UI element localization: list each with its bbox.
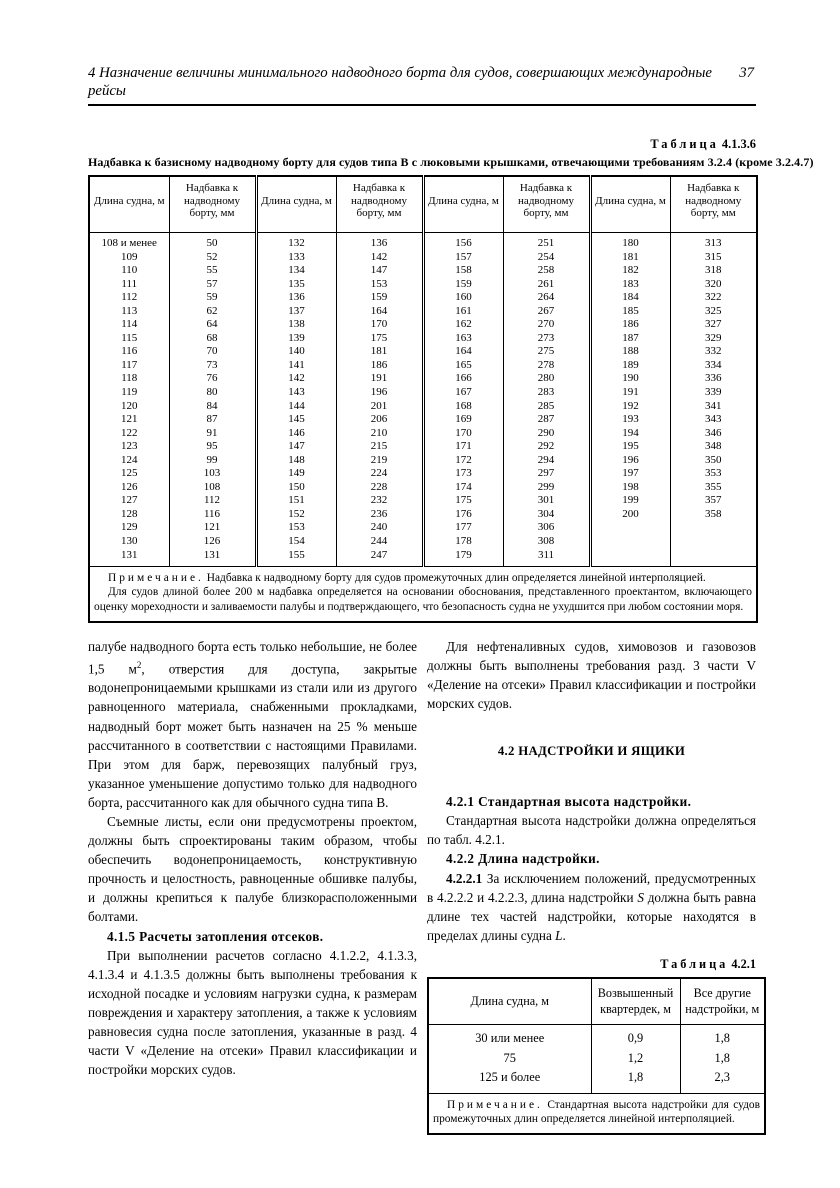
col-header-length: Длина судна, м <box>256 176 336 233</box>
table-row <box>89 359 757 373</box>
table-cell: 197 <box>590 467 670 481</box>
table-row <box>89 332 757 346</box>
table-row <box>89 427 757 441</box>
table-cell: 62 <box>169 305 256 319</box>
header-row <box>428 978 765 1025</box>
table-cell: 350 <box>670 454 757 468</box>
table-cell: 194 <box>590 427 670 441</box>
table-cell: 196 <box>336 386 423 400</box>
table-cell: 64 <box>169 318 256 332</box>
p1-text-cont: , отверстия для доступа, закрытые водонепроницаемыми крышками из стали или из другого равноценного материала, снабженными прокладками, надводный борт может быть назначен на 25 % меньше рассчитанного в соответствии с настоящими Правилами. При этом для барж, перевозящих палубный груз, указанное уменьшение допустимо только для надводного борта, рассчитанного как для обычного судна типа В. <box>88 661 417 810</box>
table-cell: 174 <box>423 481 503 495</box>
table-cell: 124 <box>89 454 169 468</box>
col-header-addition: Надбавка к надводному борту, мм <box>670 176 757 233</box>
table-cell: 189 <box>590 359 670 373</box>
table-cell: 70 <box>169 345 256 359</box>
table-cell: 153 <box>336 278 423 292</box>
table-cell: 170 <box>423 427 503 441</box>
variable-L: L <box>555 927 563 943</box>
table-cell: 280 <box>503 372 590 386</box>
table-cell: 152 <box>256 508 336 522</box>
table-cell: 353 <box>670 467 757 481</box>
table-cell: 181 <box>590 251 670 265</box>
table-cell: 308 <box>503 535 590 549</box>
superstructure-table-body <box>428 1025 765 1094</box>
table-cell: 144 <box>256 400 336 414</box>
table-cell: 68 <box>169 332 256 346</box>
table-cell: 161 <box>423 305 503 319</box>
table-cell: 131 <box>89 549 169 567</box>
table-cell: 332 <box>670 345 757 359</box>
table-cell: 162 <box>423 318 503 332</box>
table-cell: 163 <box>423 332 503 346</box>
heading-4-2-1: 4.2.1 Стандартная высота надстройки. <box>446 794 692 810</box>
table-cell <box>670 521 757 535</box>
paragraph-removable-plates: Съемные листы, если они предусмотрены проектом, должны быть спроектированы таким образом, чтобы обеспечить водонепроницаемость, конструктивную прочность и целостность, равноценные обшивке палубы, и должны крепиться к палубе близкорасположенными болтами. <box>88 813 417 925</box>
table-cell: 348 <box>670 440 757 454</box>
table-cell: 180 <box>590 233 670 251</box>
table-cell: 125 и более <box>428 1068 591 1093</box>
table-cell: 110 <box>89 264 169 278</box>
table-cell: 116 <box>169 508 256 522</box>
table1-caption-number: 4.1.3.6 <box>721 137 756 151</box>
table-cell: 136 <box>256 291 336 305</box>
p1-text: палубе надводного борта есть только небольшие, не более 1,5 м <box>88 638 417 677</box>
table-cell: 159 <box>336 291 423 305</box>
table-cell: 134 <box>256 264 336 278</box>
table-cell: 123 <box>89 440 169 454</box>
table-cell: 192 <box>590 400 670 414</box>
table-row <box>89 372 757 386</box>
table1-note-2: Для судов длиной более 200 м надбавка определяется на основании обоснования, представленного проектантом, включающего оценку мореходности и заливаемости палубы и подтверждающего, что безопасность судна не ухудшится при любом состоянии моря. <box>94 586 752 613</box>
running-head <box>88 64 756 106</box>
col-header-length: Длина судна, м <box>590 176 670 233</box>
superstructure-height-table <box>427 977 766 1135</box>
table-cell: 178 <box>423 535 503 549</box>
table-cell <box>590 535 670 549</box>
table-cell: 155 <box>256 549 336 567</box>
table1-note-1 <box>94 571 752 585</box>
left-column <box>88 637 417 1135</box>
table2-caption <box>427 955 756 974</box>
table-cell: 157 <box>423 251 503 265</box>
table-cell: 118 <box>89 372 169 386</box>
table-cell: 346 <box>670 427 757 441</box>
table-cell: 247 <box>336 549 423 567</box>
table-row <box>89 318 757 332</box>
table-row <box>89 508 757 522</box>
table-cell: 287 <box>503 413 590 427</box>
table-row <box>89 386 757 400</box>
table-cell: 325 <box>670 305 757 319</box>
table-cell: 1,8 <box>591 1068 680 1093</box>
table-cell: 130 <box>89 535 169 549</box>
table-cell: 320 <box>670 278 757 292</box>
running-head-title: 4 Назначение величины минимального надводного борта для судов, совершающих международные рейсы <box>88 65 712 99</box>
table-cell: 122 <box>89 427 169 441</box>
table-cell: 132 <box>256 233 336 251</box>
table-cell: 111 <box>89 278 169 292</box>
table-cell: 115 <box>89 332 169 346</box>
table-cell: 170 <box>336 318 423 332</box>
page-number: 37 <box>739 65 754 81</box>
table-cell: 153 <box>256 521 336 535</box>
table-cell: 251 <box>503 233 590 251</box>
table-cell: 154 <box>256 535 336 549</box>
table-cell: 169 <box>423 413 503 427</box>
clause-text-3: . <box>562 927 566 943</box>
table-row <box>89 345 757 359</box>
table1-caption <box>88 137 756 152</box>
table-row <box>89 278 757 292</box>
table-cell: 236 <box>336 508 423 522</box>
table-cell: 2,3 <box>680 1068 765 1093</box>
table-cell: 185 <box>590 305 670 319</box>
paragraph-tankers: Для нефтеналивных судов, химовозов и газовозов должны быть выполнены требования разд. 3 части V «Деление на отсеки» Правил классификации и постройки морских судов. <box>427 638 756 712</box>
table-row <box>89 413 757 427</box>
table2-note <box>433 1098 760 1127</box>
table-cell: 336 <box>670 372 757 386</box>
table-cell: 343 <box>670 413 757 427</box>
table-cell: 80 <box>169 386 256 400</box>
table-cell: 151 <box>256 494 336 508</box>
table-row <box>89 264 757 278</box>
table-cell: 244 <box>336 535 423 549</box>
table-cell: 112 <box>169 494 256 508</box>
table-cell: 301 <box>503 494 590 508</box>
table-row <box>89 467 757 481</box>
table-cell: 164 <box>336 305 423 319</box>
superscript-2: 2 <box>136 659 142 670</box>
superstructure-table-header <box>428 978 765 1025</box>
clause-text-2: должна быть равна длине тех частей надстройки, которые находятся в пределах длины судна <box>427 889 756 943</box>
table-cell: 198 <box>590 481 670 495</box>
table-cell: 182 <box>590 264 670 278</box>
col-header-addition: Надбавка к надводному борту, мм <box>503 176 590 233</box>
table-cell: 145 <box>256 413 336 427</box>
table-cell: 278 <box>503 359 590 373</box>
table-cell: 206 <box>336 413 423 427</box>
note-text: Стандартная высота надстройки для судов промежуточных длин определяется линейной интерполяцией. <box>433 1098 760 1126</box>
table-cell: 99 <box>169 454 256 468</box>
table-cell: 0,9 <box>591 1025 680 1049</box>
table-cell <box>670 549 757 567</box>
table2-caption-word: Таблица <box>660 956 729 971</box>
table-cell: 184 <box>590 291 670 305</box>
note-label: Примечание. <box>108 572 204 585</box>
table-cell: 133 <box>256 251 336 265</box>
table-cell: 322 <box>670 291 757 305</box>
table-cell: 172 <box>423 454 503 468</box>
table-cell: 329 <box>670 332 757 346</box>
table-cell: 121 <box>169 521 256 535</box>
table-cell: 318 <box>670 264 757 278</box>
table-cell: 57 <box>169 278 256 292</box>
table-cell: 297 <box>503 467 590 481</box>
table-cell: 215 <box>336 440 423 454</box>
table-cell: 254 <box>503 251 590 265</box>
table-cell: 112 <box>89 291 169 305</box>
table-row <box>89 440 757 454</box>
table-cell: 190 <box>590 372 670 386</box>
table-row <box>89 549 757 567</box>
table-cell: 109 <box>89 251 169 265</box>
table-cell: 285 <box>503 400 590 414</box>
table-cell: 181 <box>336 345 423 359</box>
table-cell: 126 <box>89 481 169 495</box>
table-row <box>89 400 757 414</box>
table-cell: 126 <box>169 535 256 549</box>
table-cell: 50 <box>169 233 256 251</box>
table-cell: 91 <box>169 427 256 441</box>
table-cell: 311 <box>503 549 590 567</box>
table-cell: 108 и менее <box>89 233 169 251</box>
table-cell: 210 <box>336 427 423 441</box>
table-cell: 195 <box>590 440 670 454</box>
table-cell: 258 <box>503 264 590 278</box>
table-cell: 283 <box>503 386 590 400</box>
table-cell: 128 <box>89 508 169 522</box>
table-cell: 136 <box>336 233 423 251</box>
table-cell: 261 <box>503 278 590 292</box>
clause-number: 4.2.2.1 <box>446 870 483 886</box>
table-cell: 196 <box>590 454 670 468</box>
col-header-length: Длина судна, м <box>423 176 503 233</box>
table-cell: 148 <box>256 454 336 468</box>
table-cell: 228 <box>336 481 423 495</box>
table-cell: 59 <box>169 291 256 305</box>
table1-title: Надбавка к базисному надводному борту для судов типа В с люковыми крышками, отвечающими требованиям 3.2.4 (кроме 3.2.4.7) <box>88 155 814 169</box>
table-cell: 75 <box>428 1049 591 1069</box>
table-cell: 186 <box>590 318 670 332</box>
table-cell: 147 <box>336 264 423 278</box>
paragraph-standard-height: Стандартная высота надстройки должна определяться по табл. 4.2.1. <box>427 813 756 848</box>
col-header-other-superstructures: Все другие надстройки, м <box>680 978 765 1025</box>
table-cell: 193 <box>590 413 670 427</box>
table-cell: 135 <box>256 278 336 292</box>
table-row <box>89 305 757 319</box>
paragraph-4-2-2-1 <box>427 869 756 945</box>
table-cell: 143 <box>256 386 336 400</box>
table-cell: 315 <box>670 251 757 265</box>
table-cell: 186 <box>336 359 423 373</box>
table-cell <box>590 521 670 535</box>
paragraph-freeboard-reduction <box>88 637 417 812</box>
table-cell: 141 <box>256 359 336 373</box>
table-cell: 176 <box>423 508 503 522</box>
table-row <box>89 521 757 535</box>
col-header-addition: Надбавка к надводному борту, мм <box>336 176 423 233</box>
note-cell <box>428 1093 765 1134</box>
table-cell: 160 <box>423 291 503 305</box>
table2-caption-number: 4.2.1 <box>731 956 756 971</box>
table-cell: 191 <box>590 386 670 400</box>
table-cell: 1,8 <box>680 1025 765 1049</box>
table-cell: 334 <box>670 359 757 373</box>
heading-4-2-2: 4.2.2 Длина надстройки. <box>446 851 600 867</box>
note-label: Примечание. <box>447 1098 543 1111</box>
table-cell: 138 <box>256 318 336 332</box>
section-heading-4-2: 4.2 НАДСТРОЙКИ И ЯЩИКИ <box>497 744 686 759</box>
table-row <box>89 494 757 508</box>
table-cell: 299 <box>503 481 590 495</box>
table-cell: 159 <box>423 278 503 292</box>
table-row <box>89 481 757 495</box>
table-row <box>428 1025 765 1049</box>
table-cell: 264 <box>503 291 590 305</box>
table-cell: 357 <box>670 494 757 508</box>
table-cell: 166 <box>423 372 503 386</box>
table-cell: 290 <box>503 427 590 441</box>
table-cell: 114 <box>89 318 169 332</box>
col-header-addition: Надбавка к надводному борту, мм <box>169 176 256 233</box>
table-cell: 232 <box>336 494 423 508</box>
table-cell: 177 <box>423 521 503 535</box>
table-cell: 339 <box>670 386 757 400</box>
table-cell: 87 <box>169 413 256 427</box>
table-cell: 113 <box>89 305 169 319</box>
freeboard-table-note <box>89 567 757 622</box>
freeboard-table-header <box>89 176 757 233</box>
table-cell: 125 <box>89 467 169 481</box>
table-cell: 55 <box>169 264 256 278</box>
table-cell: 120 <box>89 400 169 414</box>
table-cell: 240 <box>336 521 423 535</box>
freeboard-addition-table <box>88 175 758 623</box>
clause-text: За исключением положений, предусмотренных в 4.2.2.2 и 4.2.2.3, длина надстройки <box>427 870 756 905</box>
table-cell: 179 <box>423 549 503 567</box>
table-cell <box>590 549 670 567</box>
table-row <box>428 1049 765 1069</box>
two-column-body <box>88 637 760 1135</box>
table-cell: 187 <box>590 332 670 346</box>
table-cell: 173 <box>423 467 503 481</box>
table-cell: 131 <box>169 549 256 567</box>
table-cell: 292 <box>503 440 590 454</box>
col-header-length: Длина судна, м <box>89 176 169 233</box>
table-cell: 201 <box>336 400 423 414</box>
table-cell: 304 <box>503 508 590 522</box>
table-cell: 199 <box>590 494 670 508</box>
table-cell: 164 <box>423 345 503 359</box>
table-row <box>428 1068 765 1093</box>
note-cell <box>89 567 757 622</box>
table-cell: 142 <box>336 251 423 265</box>
table-cell: 175 <box>423 494 503 508</box>
table-cell: 171 <box>423 440 503 454</box>
table-cell <box>670 535 757 549</box>
variable-S: S <box>637 889 644 905</box>
heading-4-1-5: 4.1.5 Расчеты затопления отсеков. <box>107 928 324 944</box>
table-cell: 150 <box>256 481 336 495</box>
table-cell: 127 <box>89 494 169 508</box>
table-row <box>89 291 757 305</box>
table-cell: 306 <box>503 521 590 535</box>
table-cell: 358 <box>670 508 757 522</box>
freeboard-table-body <box>89 233 757 567</box>
table-cell: 52 <box>169 251 256 265</box>
col-header-ship-length: Длина судна, м <box>428 978 591 1025</box>
header-row <box>89 176 757 233</box>
table-cell: 140 <box>256 345 336 359</box>
table-cell: 146 <box>256 427 336 441</box>
table-cell: 121 <box>89 413 169 427</box>
table-cell: 129 <box>89 521 169 535</box>
table-cell: 327 <box>670 318 757 332</box>
table-cell: 119 <box>89 386 169 400</box>
table-cell: 273 <box>503 332 590 346</box>
table-cell: 95 <box>169 440 256 454</box>
table-cell: 158 <box>423 264 503 278</box>
table-cell: 30 или менее <box>428 1025 591 1049</box>
table1-caption-word: Таблица <box>650 137 719 151</box>
table-cell: 224 <box>336 467 423 481</box>
table-cell: 108 <box>169 481 256 495</box>
table-cell: 1,2 <box>591 1049 680 1069</box>
table-cell: 188 <box>590 345 670 359</box>
table-cell: 355 <box>670 481 757 495</box>
table-cell: 341 <box>670 400 757 414</box>
table-cell: 219 <box>336 454 423 468</box>
table-cell: 139 <box>256 332 336 346</box>
table-cell: 165 <box>423 359 503 373</box>
table-row <box>89 535 757 549</box>
table-cell: 84 <box>169 400 256 414</box>
note1-text: Надбавка к надводному борту для судов промежуточных длин определяется линейной интерполяцией. <box>203 572 706 585</box>
table-cell: 200 <box>590 508 670 522</box>
table-cell: 294 <box>503 454 590 468</box>
right-column <box>427 637 760 1135</box>
table-cell: 175 <box>336 332 423 346</box>
table-cell: 167 <box>423 386 503 400</box>
table-cell: 116 <box>89 345 169 359</box>
table-row <box>89 233 757 251</box>
table-cell: 270 <box>503 318 590 332</box>
table-cell: 275 <box>503 345 590 359</box>
table-cell: 142 <box>256 372 336 386</box>
note-row <box>428 1093 765 1134</box>
col-header-raised-quarterdeck: Возвышенный квартердек, м <box>591 978 680 1025</box>
table-cell: 147 <box>256 440 336 454</box>
paragraph-flooding-calcs: При выполнении расчетов согласно 4.1.2.2, 4.1.3.3, 4.1.3.4 и 4.1.3.5 должны быть выполнены требования к исходной посадке и условиям нагрузки судна, к размерам повреждения и характеру затопления, а также к условиям равновесия судна после затопления, указанные в разд. 4 части V «Деление на отсеки» Правил классификации и постройки морских судов. <box>88 947 417 1078</box>
table-cell: 313 <box>670 233 757 251</box>
table-cell: 168 <box>423 400 503 414</box>
table-row <box>89 454 757 468</box>
note-row <box>89 567 757 622</box>
table-cell: 73 <box>169 359 256 373</box>
table-cell: 103 <box>169 467 256 481</box>
table-cell: 267 <box>503 305 590 319</box>
table-cell: 76 <box>169 372 256 386</box>
table-cell: 149 <box>256 467 336 481</box>
table-cell: 156 <box>423 233 503 251</box>
table-cell: 137 <box>256 305 336 319</box>
table-row <box>89 251 757 265</box>
superstructure-table-note <box>428 1093 765 1134</box>
table-cell: 183 <box>590 278 670 292</box>
table-cell: 191 <box>336 372 423 386</box>
table-cell: 1,8 <box>680 1049 765 1069</box>
table-cell: 117 <box>89 359 169 373</box>
